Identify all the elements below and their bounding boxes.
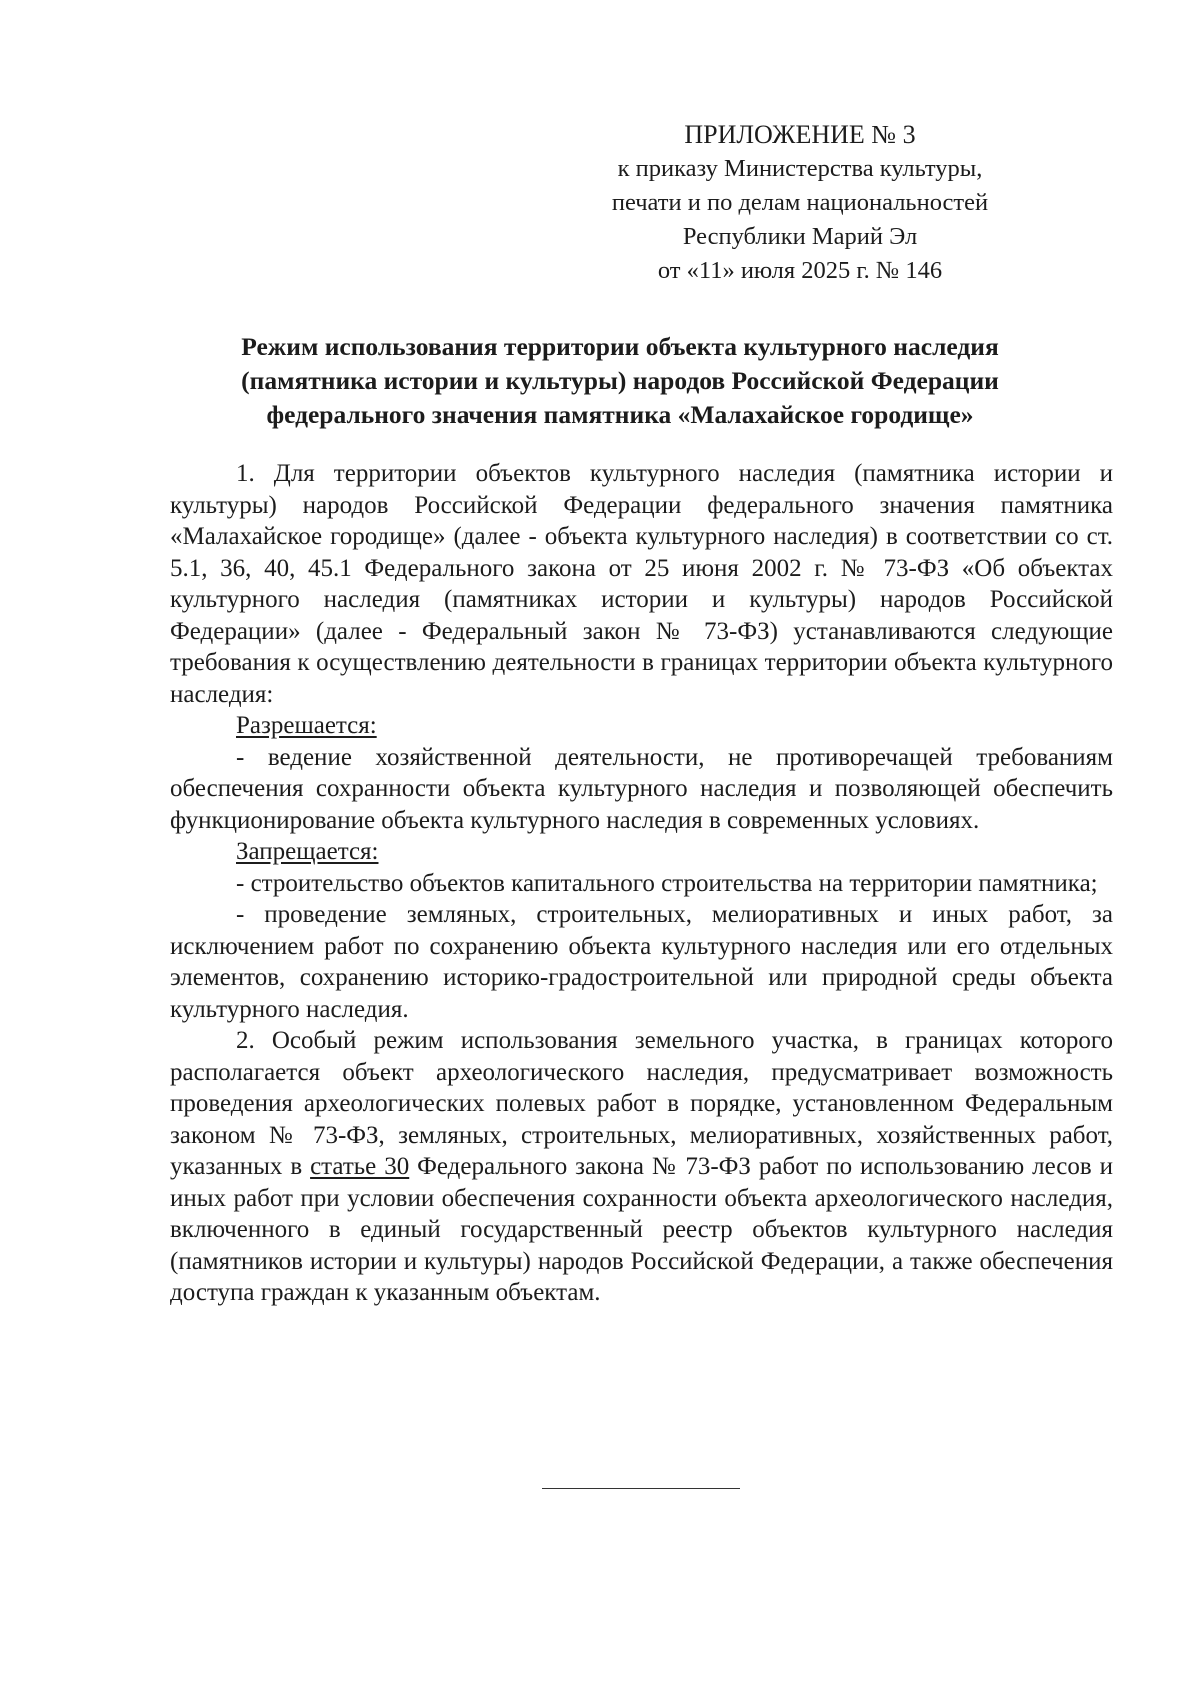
end-divider (542, 1488, 740, 1489)
forbidden-item-2: - проведение земляных, строительных, мелиоративных и иных работ, за исключением работ по сохранению объекта культурного наследия или его отдельных элементов, сохранению историко-градостроительной или природной среды объекта культурного наследия. (170, 901, 1113, 1023)
title-line-2: (памятника истории и культуры) народов Российской Федерации (241, 366, 999, 395)
forbidden-label: Запрещается: (236, 838, 379, 865)
document-title (160, 330, 1080, 432)
title-line-3: федерального значения памятника «Малахайское городище» (266, 400, 974, 429)
allowed-item-1: - ведение хозяйственной деятельности, не противоречащей требованиям обеспечения сохранности объекта культурного наследия и позволяющей обеспечить функционирование объекта культурного наследия в современных условиях. (170, 743, 1113, 834)
approval-line-1: к приказу Министерства культуры, (617, 155, 983, 182)
forbidden-item-1: - строительство объектов капитального строительства на территории памятника; (236, 869, 1098, 897)
section-2-text-before-link: 2. Особый режим использования земельного участка, в границах которого располагается объект археологического наследия, предусматривает возможность проведения археологических полевых работ в порядке, установленном Федеральным законом № 73-ФЗ, земляных, строительных, мелиоративных, хозяйственных работ, указанных в (170, 1027, 1113, 1180)
approval-block (520, 118, 1080, 288)
document-body (170, 458, 1113, 1309)
title-line-1: Режим использования территории объекта культурного наследия (241, 332, 999, 361)
approval-line-4: от «11» июля 2025 г. № 146 (657, 257, 943, 284)
appendix-heading: ПРИЛОЖЕНИЕ № 3 (684, 120, 916, 149)
approval-line-2: печати и по делам национальностей (611, 189, 989, 216)
article-30-link[interactable]: статье 30 (310, 1153, 410, 1180)
section-2-paragraph (170, 1025, 1113, 1309)
section-2-text-after-link: Федерального закона № 73-ФЗ работ по использованию лесов и иных работ при условии обеспечения сохранности объекта археологического наследия, включенного в единый государственный реестр объектов культурного наследия (памятников истории и культуры) народов Российской Федерации, а также обеспечения доступа граждан к указанным объектам. (170, 1153, 1114, 1306)
approval-line-3: Республики Марий Эл (682, 223, 918, 250)
allowed-label: Разрешается: (236, 712, 377, 739)
section-1-intro: 1. Для территории объектов культурного наследия (памятника истории и культуры) народов Российской Федерации федерального значения памятника «Малахайское городище» (далее - объекта культурного наследия) в соответствии со ст. 5.1, 36, 40, 45.1 Федерального закона от 25 июня 2002 г. № 73-ФЗ «Об объектах культурного наследия (памятниках истории и культуры) народов Российской Федерации» (далее - Федеральный закон № 73-ФЗ) устанавливаются следующие требования к осуществлению деятельности в границах территории объекта культурного наследия: (170, 460, 1113, 708)
